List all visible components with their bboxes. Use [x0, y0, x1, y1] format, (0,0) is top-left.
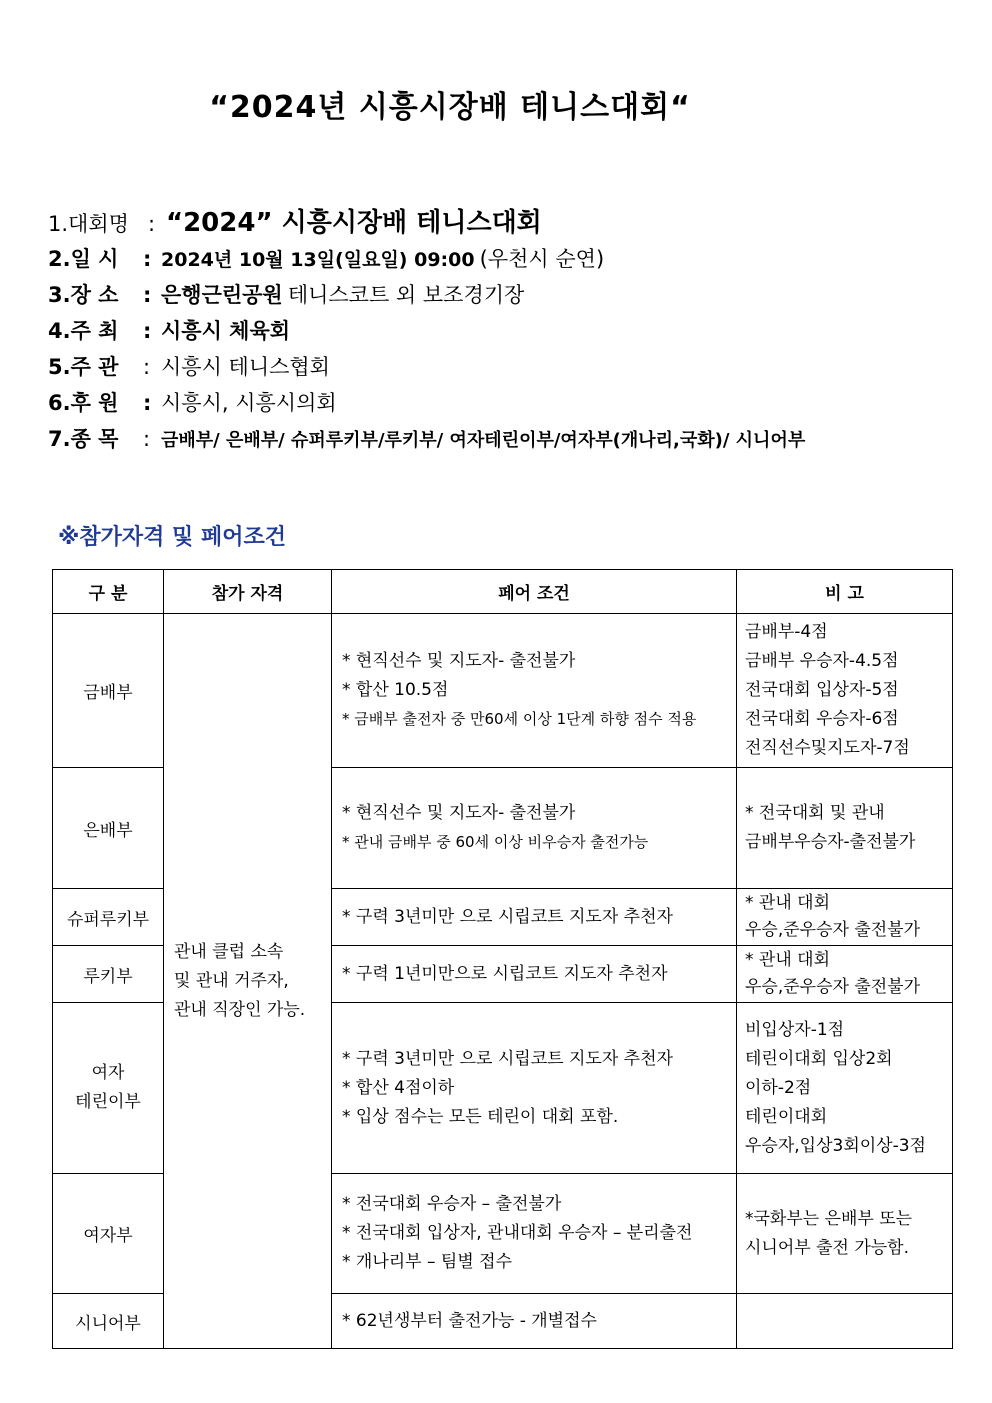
- pair-cell: [332, 1174, 737, 1294]
- note-cell: [737, 946, 953, 1003]
- header-qualification: 참가 자격: [164, 570, 332, 614]
- category-cell: [53, 946, 164, 1003]
- category-cell: [53, 1003, 164, 1174]
- note-line: 우승자,입상3회이상-3점: [745, 1135, 926, 1156]
- info-row-name: [48, 205, 805, 241]
- pair-cell: [332, 1003, 737, 1174]
- category-cell: [53, 1294, 164, 1349]
- category-label: 루키부: [83, 966, 133, 987]
- info-colon: :: [143, 319, 152, 343]
- info-value: 시흥시 테니스협회: [161, 355, 330, 379]
- category-cell: [53, 768, 164, 889]
- note-cell: [737, 889, 953, 946]
- pair-cell: [332, 1294, 737, 1349]
- qualification-line: 관내 클럽 소속: [174, 941, 284, 962]
- table-row: [53, 614, 953, 768]
- category-label: 금배부: [83, 683, 133, 703]
- info-value: 시흥시 체육회: [161, 319, 291, 343]
- note-cell: [737, 614, 953, 768]
- table-header-row: [53, 570, 953, 614]
- section-heading: ※참가자격 및 페어조건: [58, 525, 286, 550]
- info-value: (우천시 순연): [479, 247, 605, 271]
- pair-line: * 금배부 출전자 중 만60세 이상 1단계 하향 점수 적용: [342, 710, 697, 728]
- info-row-sponsor: [48, 385, 805, 421]
- note-line: 우승,준우승자 출전불가: [745, 920, 921, 940]
- info-label: 1.대회명: [48, 212, 129, 236]
- qualification-cell: [164, 614, 332, 1349]
- note-line: 비입상자-1점: [745, 1019, 845, 1040]
- header-pair-conditions: 페어 조건: [332, 570, 737, 614]
- category-cell: [53, 889, 164, 946]
- pair-cell: [332, 889, 737, 946]
- category-label: 여자: [91, 1063, 125, 1083]
- pair-line: * 입상 점수는 모든 테린이 대회 포함.: [342, 1106, 619, 1127]
- category-label: 은배부: [83, 820, 133, 841]
- info-row-events: [48, 421, 805, 457]
- pair-line: * 합산 4점이하: [342, 1077, 455, 1098]
- note-line: * 관내 대회: [745, 950, 830, 970]
- info-colon: :: [148, 212, 156, 236]
- info-colon: :: [143, 283, 152, 307]
- info-colon: :: [143, 427, 151, 451]
- document-title: “2024년 시흥시장배 테니스대회“: [209, 90, 691, 125]
- pair-line: * 현직선수 및 지도자- 출전불가: [342, 803, 576, 823]
- info-label: 6.후 원: [48, 391, 119, 415]
- pair-line: * 현직선수 및 지도자- 출전불가: [342, 651, 576, 671]
- note-line: 금배부우승자-출전불가: [745, 832, 916, 852]
- header-remarks: 비 고: [737, 570, 953, 614]
- qualification-line: 관내 직장인 가능.: [174, 999, 306, 1020]
- note-line: 이하-2점: [745, 1077, 812, 1098]
- note-line: * 전국대회 및 관내: [745, 803, 885, 823]
- note-line: 전국대회 입상자-5점: [745, 680, 899, 700]
- category-cell: [53, 614, 164, 768]
- info-colon: :: [143, 391, 152, 415]
- note-line: *국화부는 은배부 또는: [745, 1208, 913, 1229]
- pair-line: * 전국대회 입상자, 관내대회 우승자 – 분리출전: [342, 1223, 693, 1243]
- note-line: * 관내 대회: [745, 893, 830, 913]
- info-label: 4.주 최: [48, 319, 119, 343]
- info-value: “2024” 시흥시장배 테니스대회: [166, 208, 542, 238]
- note-line: 전직선수및지도자-7점: [745, 738, 910, 758]
- info-value: 시흥시, 시흥시의회: [161, 391, 337, 415]
- pair-line: * 전국대회 우승자 – 출전불가: [342, 1194, 562, 1214]
- pair-line: * 개나리부 – 팀별 접수: [342, 1252, 512, 1272]
- pair-line: * 62년생부터 출전가능 - 개별접수: [342, 1310, 597, 1331]
- category-cell: [53, 1174, 164, 1294]
- pair-line: * 구력 3년미만 으로 시립코트 지도자 추천자: [342, 906, 673, 927]
- pair-cell: [332, 946, 737, 1003]
- note-line: 테린이대회: [745, 1106, 828, 1127]
- pair-cell: [332, 768, 737, 889]
- pair-cell: [332, 614, 737, 768]
- pair-line: * 구력 1년미만으로 시립코트 지도자 추천자: [342, 963, 668, 984]
- note-line: 전국대회 우승자-6점: [745, 709, 899, 729]
- info-label: 3.장 소: [48, 283, 119, 307]
- info-colon: :: [143, 247, 152, 271]
- info-value-bold: 은행근린공원: [161, 283, 283, 307]
- note-line: 금배부-4점: [745, 622, 828, 642]
- category-label: 시니어부: [75, 1313, 141, 1334]
- info-row-venue: [48, 277, 805, 313]
- pair-line: * 구력 3년미만 으로 시립코트 지도자 추천자: [342, 1048, 673, 1069]
- info-label: 7.종 목: [48, 427, 119, 451]
- info-label: 5.주 관: [48, 355, 119, 379]
- note-line: 시니어부 출전 가능함.: [745, 1237, 910, 1258]
- category-label: 여자부: [83, 1226, 133, 1246]
- note-line: 테린이대회 입상2회: [745, 1048, 893, 1069]
- pair-line: * 관내 금배부 중 60세 이상 비우승자 출전가능: [342, 833, 649, 851]
- info-colon: :: [143, 355, 151, 379]
- info-row-host: [48, 313, 805, 349]
- note-line: 금배부 우승자-4.5점: [745, 651, 899, 671]
- info-label: 2.일 시: [48, 247, 119, 271]
- event-info: [48, 205, 805, 457]
- info-value: 금배부/ 은배부/ 슈퍼루키부/루키부/ 여자테린이부/여자부(개나리,국화)/ 시니어부: [161, 430, 806, 451]
- header-category: 구 분: [53, 570, 164, 614]
- note-cell: [737, 1294, 953, 1349]
- eligibility-table: [52, 569, 953, 1349]
- info-value: 테니스코트 외 보조경기장: [287, 283, 525, 307]
- note-cell: [737, 1174, 953, 1294]
- note-line: 우승,준우승자 출전불가: [745, 977, 921, 997]
- info-row-organizer: [48, 349, 805, 385]
- note-cell: [737, 768, 953, 889]
- info-value-bold: 2024년 10월 13일(일요일) 09:00: [161, 249, 475, 271]
- category-label: 슈퍼루키부: [66, 909, 150, 930]
- pair-line: * 합산 10.5점: [342, 680, 449, 700]
- qualification-line: 및 관내 거주자,: [174, 970, 289, 991]
- category-label: 테린이부: [75, 1092, 141, 1112]
- note-cell: [737, 1003, 953, 1174]
- info-row-date: [48, 241, 805, 277]
